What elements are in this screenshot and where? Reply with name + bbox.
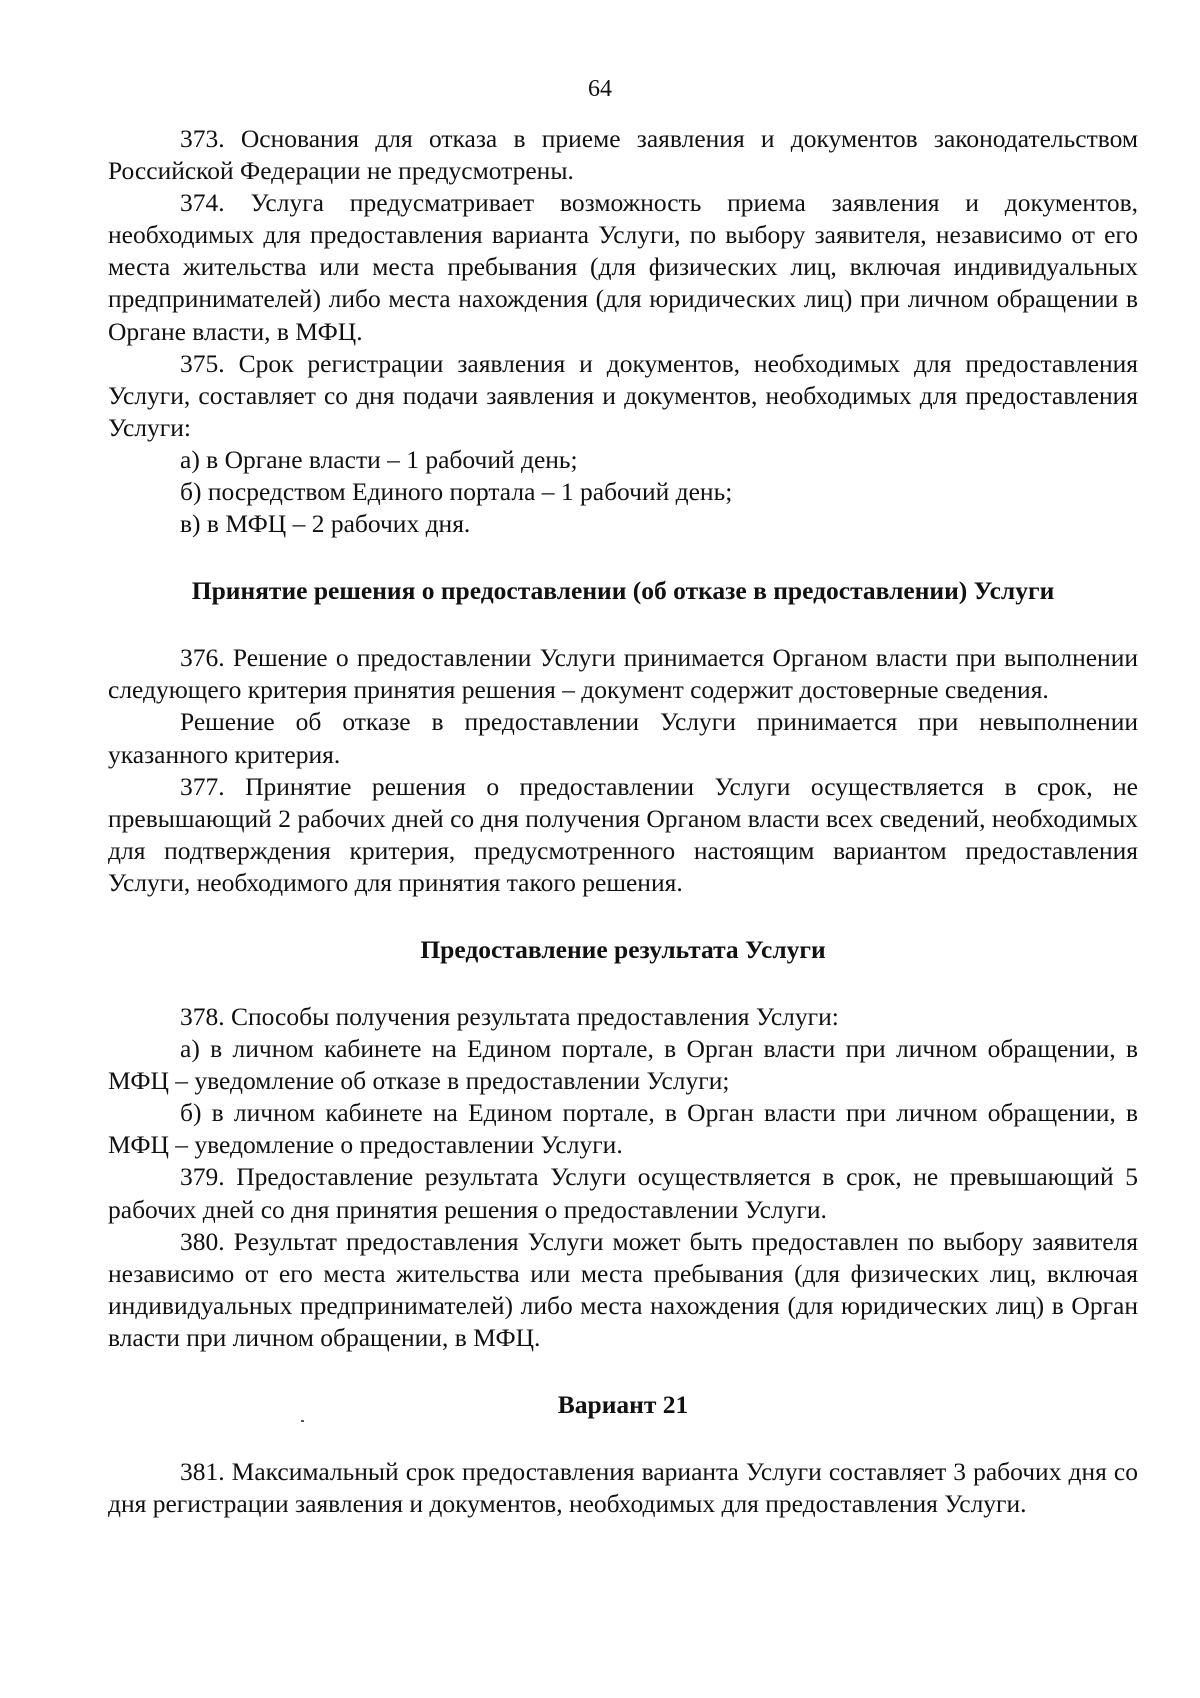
paragraph-373: 373. Основания для отказа в приеме заявления и документов законодательством Российской Федерации не предусмотрены.	[108, 124, 1138, 186]
section-heading-variant: Вариант 21	[557, 1390, 689, 1419]
list-item-375a: а) в Органе власти – 1 рабочий день;	[180, 444, 578, 474]
paragraph-377: 377. Принятие решения о предоставлении Услуги осуществляется в срок, не превышающий 2 рабочих дней со дня получения Органом власти всех сведений, необходимых для подтверждения критерия, предусмотренного настоящим вариантом предоставления Услуги, необходимого для принятия такого решения.	[108, 771, 1138, 897]
paragraph-378: 378. Способы получения результата предоставления Услуги:	[180, 1001, 839, 1031]
paragraph-380: 380. Результат предоставления Услуги может быть предоставлен по выбору заявителя независимо от его места жительства или места пребывания (для физических лиц, включая индивидуальных предпринимателей) либо места нахождения (для юридических лиц) в Орган власти при личном обращении, в МФЦ.	[108, 1226, 1138, 1352]
list-item-375b: б) посредством Единого портала – 1 рабочий день;	[180, 477, 733, 507]
paragraph-374: 374. Услуга предусматривает возможность приема заявления и документов, необходимых для предоставления варианта Услуги, по выбору заявителя, независимо от его места жительства или места пребывания (для физических лиц, включая индивидуальных предпринимателей) либо места нахождения (для юридических лиц) при личном обращении в Органе власти, в МФЦ.	[108, 188, 1138, 346]
list-item-375c: в) в МФЦ – 2 рабочих дня.	[180, 509, 471, 539]
paragraph-378a: а) в личном кабинете на Едином портале, в Орган власти при личном обращении, в МФЦ – уведомление об отказе в предоставлении Услуги;	[108, 1034, 1138, 1096]
scan-artifact-dot	[301, 1420, 304, 1422]
paragraph-381: 381. Максимальный срок предоставления варианта Услуги составляет 3 рабочих дня со дня регистрации заявления и документов, необходимых для предоставления Услуги.	[108, 1457, 1138, 1519]
section-heading-result: Предоставление результата Услуги	[420, 934, 826, 964]
page-number: 64	[588, 76, 612, 102]
paragraph-refusal-decision: Решение об отказе в предоставлении Услуги принимается при невыполнении указанного критерия.	[108, 707, 1138, 769]
paragraph-378b: б) в личном кабинете на Едином портале, в Орган власти при личном обращении, в МФЦ – уведомление о предоставлении Услуги.	[108, 1098, 1138, 1160]
paragraph-375: 375. Срок регистрации заявления и документов, необходимых для предоставления Услуги, составляет со дня подачи заявления и документов, необходимых для предоставления Услуги:	[108, 348, 1138, 442]
paragraph-379: 379. Предоставление результата Услуги осуществляется в срок, не превышающий 5 рабочих дней со дня принятия решения о предоставлении Услуги.	[108, 1162, 1138, 1224]
document-body	[108, 123, 1138, 1520]
paragraph-376: 376. Решение о предоставлении Услуги принимается Органом власти при выполнении следующего критерия принятия решения – документ содержит достоверные сведения.	[108, 643, 1138, 705]
section-heading-decision: Принятие решения о предоставлении (об отказе в предоставлении) Услуги	[191, 576, 1055, 606]
